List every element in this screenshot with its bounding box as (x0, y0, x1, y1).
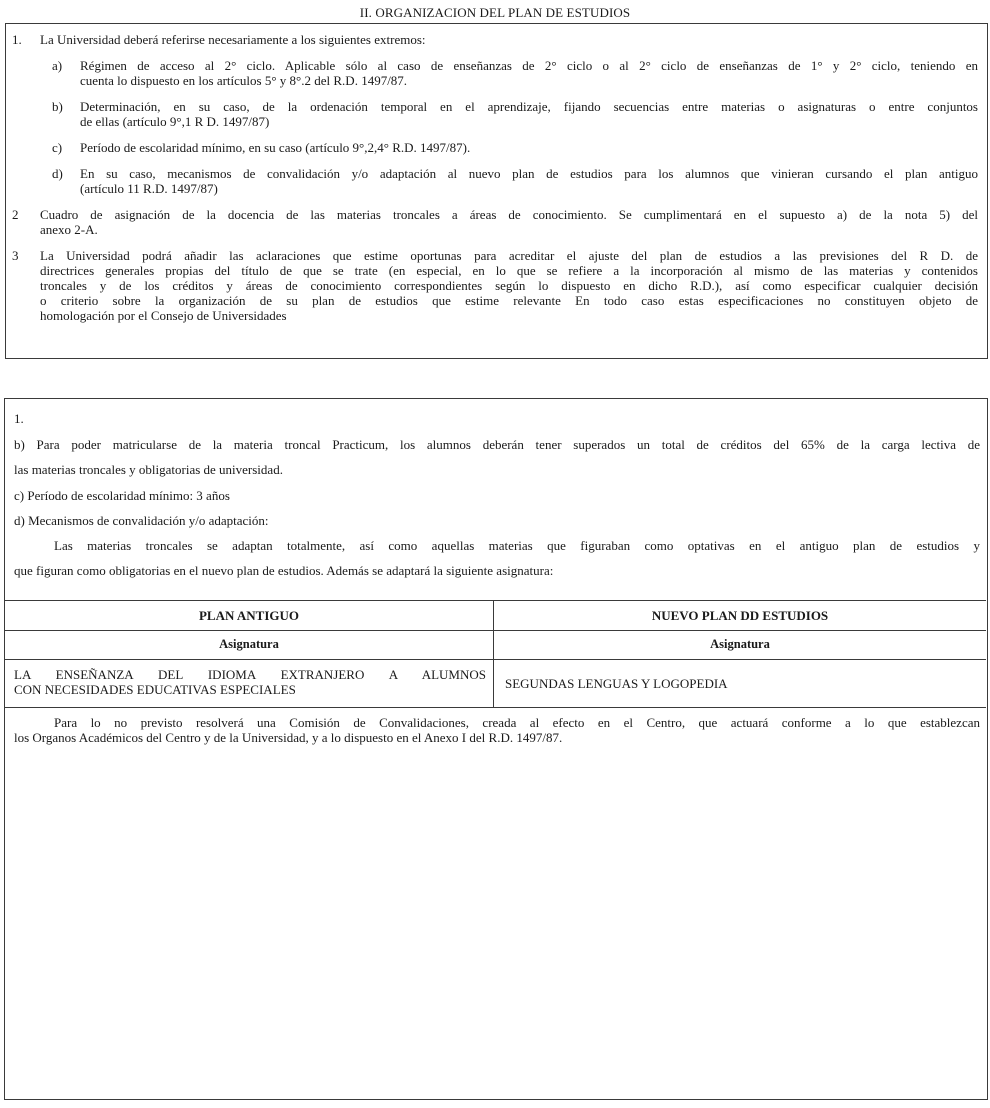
item-3-line4: o criterio sobre la organización de su plan de estudios que estime relevante En todo caso estas especificaciones no constituyen objeto de (40, 293, 978, 308)
item-3-line2: directrices generales propias del título de que se trate (en especial, en lo que se refiere a la incorporación al mismo de las materias y contenidos (40, 263, 978, 278)
instructions-box (5, 23, 988, 359)
subitem-a-line1: Régimen de acceso al 2° ciclo. Aplicable sólo al caso de enseñanzas de 2° ciclo o al 2° ciclo de enseñanzas de 1° y 2° ciclo, teniendo en (80, 58, 978, 73)
header-plan-antiguo: PLAN ANTIGUO (198, 608, 300, 623)
subitem-b-line2: de ellas (artículo 9°,1 R D. 1497/87) (80, 114, 270, 129)
item-1-text: La Universidad deberá referirse necesariamente a los siguientes extremos: (40, 32, 426, 47)
old-subject-line1: LA ENSEÑANZA DEL IDIOMA EXTRANJERO A ALUMNOS (14, 667, 486, 682)
response-c-line: c) Período de escolaridad mínimo: 3 años (14, 488, 230, 503)
table-bottom-border (5, 707, 986, 708)
item-1-number: 1. (12, 32, 22, 47)
response-b-line1: b) Para poder matricularse de la materia troncal Practicum, los alumnos deberán tener superados un total de créditos del 65% de la carga lectiva de (14, 437, 980, 452)
subitem-a-label: a) (52, 58, 63, 73)
item-3-line5: homologación por el Consejo de Universidades (40, 308, 287, 323)
subitem-d-line2: (artículo 11 R.D. 1497/87) (80, 181, 218, 196)
subitem-a-line2: cuenta lo dispuesto en los artículos 5° y 8°.2 del R.D. 1497/87. (80, 73, 408, 88)
closing-line1: Para lo no previsto resolverá una Comisión de Convalidaciones, creada al efecto en el Centro, que actuará conforme a lo que establezcan (54, 715, 980, 730)
item-2-line1: Cuadro de asignación de la docencia de las materias troncales a áreas de conocimiento. Se cumplimentará en el supuesto a) de la nota 5) del (40, 207, 978, 222)
table-top-border (5, 600, 986, 601)
subitem-d-line1: En su caso, mecanismos de convalidación y/o adaptación al nuevo plan de estudios para los alumnos que vinieran cursando el plan antiguo (80, 166, 978, 181)
table-subheader-divider (5, 659, 986, 660)
response-d-line: d) Mecanismos de convalidación y/o adaptación: (14, 513, 269, 528)
closing-line2: los Organos Académicos del Centro y de la Universidad, y a lo dispuesto en el Anexo I del R.D. 1497/87. (14, 730, 563, 745)
item-3-number: 3 (12, 248, 19, 263)
subitem-c-line1: Período de escolaridad mínimo, en su caso (artículo 9°,2,4° R.D. 1497/87). (80, 140, 471, 155)
subheader-asignatura-new: Asignatura (710, 637, 770, 651)
response-b-line2: las materias troncales y obligatorias de universidad. (14, 462, 283, 477)
response-heading: 1. (14, 411, 24, 426)
header-nuevo-plan: NUEVO PLAN DD ESTUDIOS (651, 608, 829, 623)
subheader-asignatura-old: Asignatura (219, 637, 279, 651)
subitem-b-line1: Determinación, en su caso, de la ordenación temporal en el aprendizaje, fijando secuencias entre materias o asignaturas o entre conjuntos (80, 99, 978, 114)
response-box (4, 398, 988, 1100)
new-subject: SEGUNDAS LENGUAS Y LOGOPEDIA (505, 676, 728, 691)
old-subject-line2: CON NECESIDADES EDUCATIVAS ESPECIALES (14, 682, 296, 697)
subitem-b-label: b) (52, 99, 63, 114)
item-2-number: 2 (12, 207, 19, 222)
subitem-c-label: c) (52, 140, 63, 155)
response-adapt-line1: Las materias troncales se adaptan totalmente, así como aquellas materias que figuraban como optativas en el antiguo plan de estudios y (54, 538, 980, 553)
table-header-divider (5, 630, 986, 631)
item-3-line3: troncales y de los créditos y áreas de conocimiento correspondientes según lo dispuesto en dicho R.D.), así como especificar cualquier decisión (40, 278, 978, 293)
item-2-line2: anexo 2-A. (40, 222, 98, 237)
section-title: II. ORGANIZACION DEL PLAN DE ESTUDIOS (359, 5, 631, 20)
item-3-line1: La Universidad podrá añadir las aclaraciones que estime oportunas para acreditar el ajuste del plan de estudios a las previsiones del R D. de (40, 248, 978, 263)
subitem-d-label: d) (52, 166, 63, 181)
response-adapt-line2: que figuran como obligatorias en el nuevo plan de estudios. Además se adaptará la siguiente asignatura: (14, 563, 554, 578)
